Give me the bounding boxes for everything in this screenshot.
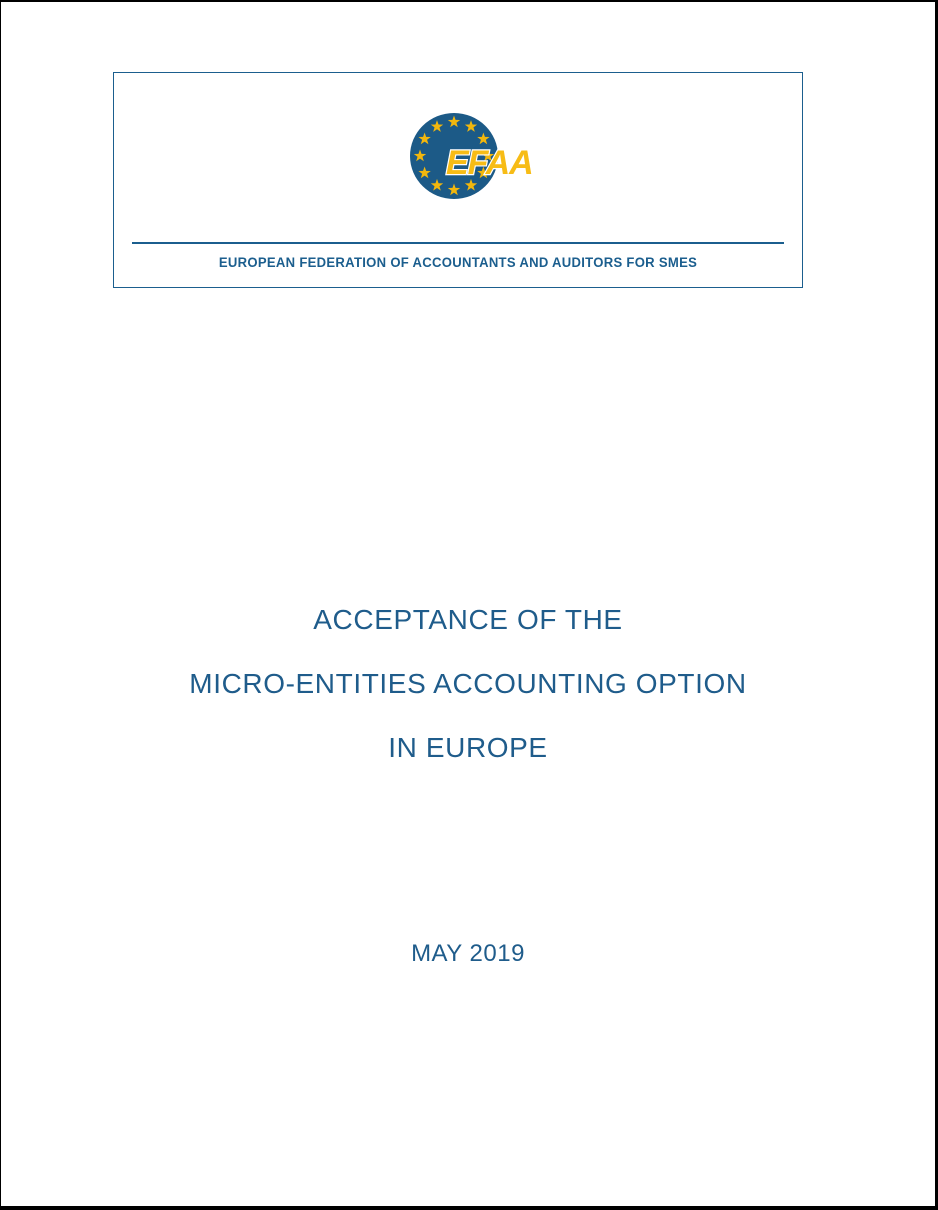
efaa-logo: [410, 113, 550, 205]
logo-text: EFAA: [446, 144, 533, 182]
org-name: EUROPEAN FEDERATION OF ACCOUNTANTS AND AUDITORS FOR SMES: [218, 255, 698, 270]
header-logo-box: [113, 72, 803, 288]
title-line-2: MICRO-ENTITIES ACCOUNTING OPTION: [189, 668, 747, 699]
title-line-3: IN EUROPE: [388, 732, 548, 763]
document-title: [1, 606, 935, 798]
header-divider: [132, 242, 784, 244]
document-date: MAY 2019: [411, 940, 525, 967]
title-line-1: ACCEPTANCE OF THE: [313, 604, 623, 635]
